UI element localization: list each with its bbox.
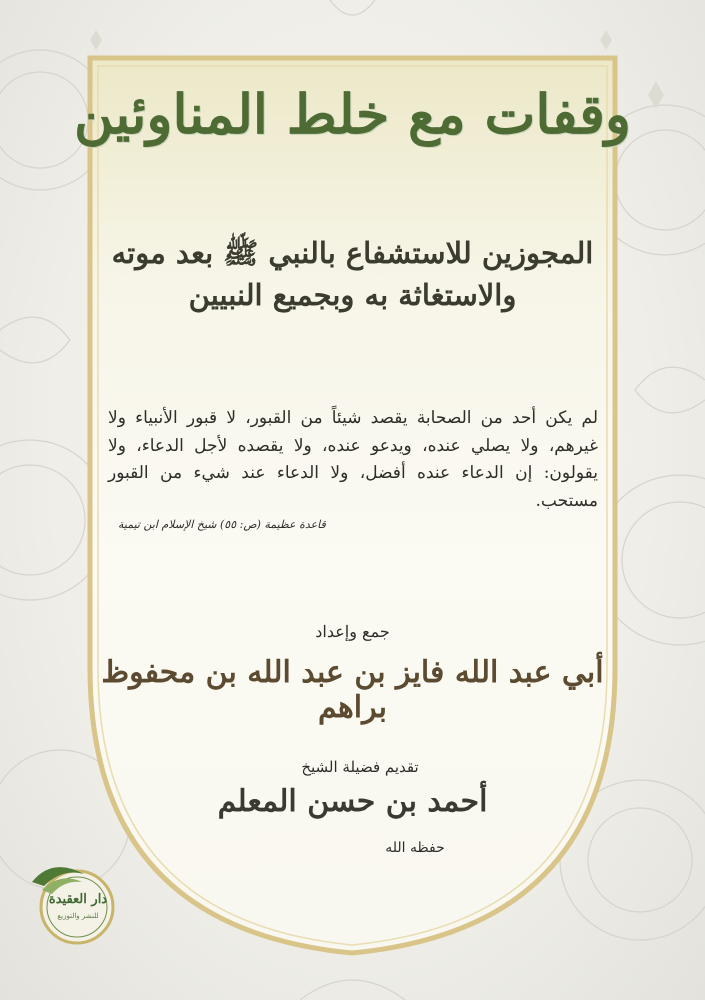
publisher-name: دار العقيدة xyxy=(48,892,108,907)
publisher-tagline: للنشر والتوزيع xyxy=(57,912,99,920)
compiled-by-label: جمع وإعداد xyxy=(315,622,390,641)
introduction-label: تقديم فضيلة الشيخ xyxy=(301,758,419,776)
quote-source: قاعدة عظيمة (ص: ٥٥) شيخ الإسلام ابن تيمية xyxy=(118,518,326,531)
presenter-name: أحمد بن حسن المعلم xyxy=(217,784,488,819)
quote-text: لم يكن أحد من الصحابة يقصد شيئاً من القبور، لا قبور الأنبياء ولا غيرهم، ولا يصلي عنده، ويدعو عنده، ولا يقصده لأجل الدعاء، ولا يقولون: إن الدعاء عنده أفضل، ولا الدعاء عند شيء من القبور مستحب. xyxy=(108,408,598,511)
book-subtitle xyxy=(90,232,615,316)
author-name: أبي عبد الله فايز بن عبد الله بن محفوظ براهم xyxy=(101,655,604,725)
subtitle-line-2: والاستغاثة به وبجميع النبيين xyxy=(188,278,517,313)
honorific: حفظه الله xyxy=(385,840,445,856)
book-title: وقفات مع خلط المناوئين xyxy=(73,82,631,146)
subtitle-line-1: المجوزين للاستشفاع بالنبي ﷺ بعد موته xyxy=(111,236,594,270)
